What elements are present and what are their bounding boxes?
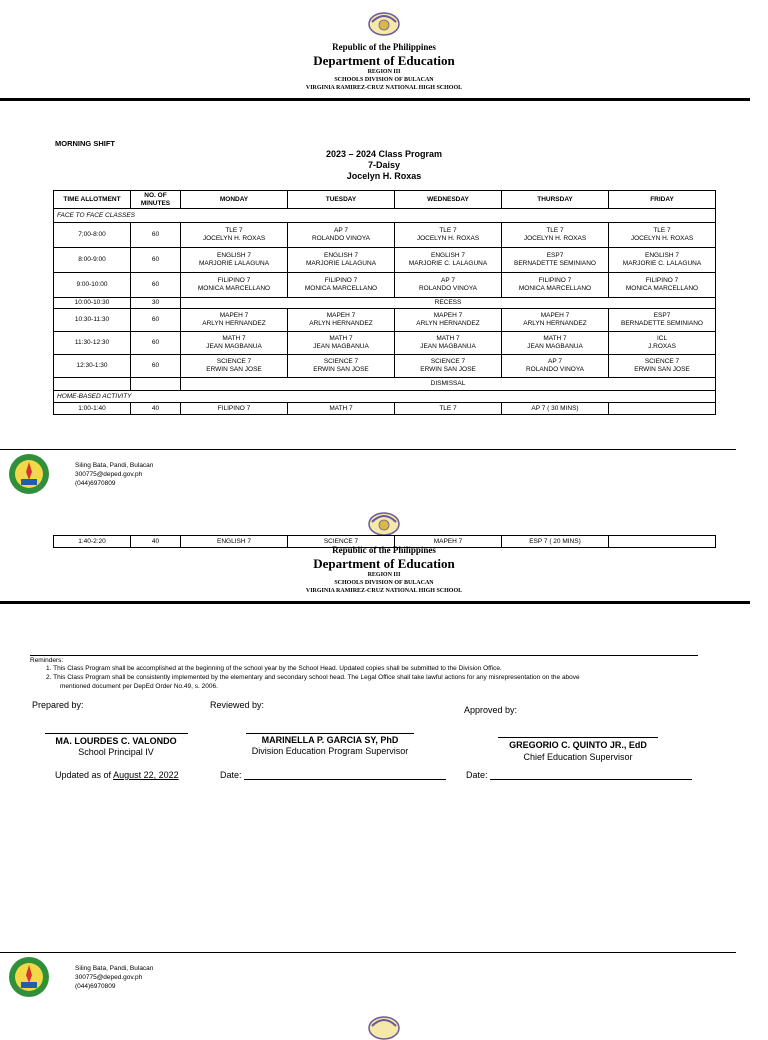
home-cell: FILIPINO 7	[181, 403, 288, 415]
home-label-row	[54, 391, 716, 403]
subject-cell	[181, 309, 288, 332]
subject-cell	[502, 223, 609, 248]
subject-cell	[395, 273, 502, 298]
subject-cell	[502, 273, 609, 298]
subject-cell	[181, 332, 288, 355]
home-cell: AP 7 ( 30 MINS)	[502, 403, 609, 415]
teacher-name: MARJORIE C. LALAGUNA	[408, 260, 488, 267]
header-division: SCHOOLS DIVISION OF BULACAN	[334, 580, 434, 586]
updated-prefix: Updated as of	[55, 770, 112, 780]
teacher-name: JOCELYN H. ROXAS	[202, 235, 266, 242]
date-line	[244, 779, 446, 780]
minutes-cell	[131, 248, 181, 273]
dismissal-blank	[54, 378, 131, 391]
subject-name: AP 7	[334, 227, 348, 234]
subject-cell	[502, 248, 609, 273]
teacher-name: JEAN MAGBANUA	[420, 343, 476, 350]
subject-name: MATH 7	[329, 335, 353, 342]
schedule-table	[53, 190, 716, 415]
subject-cell	[288, 332, 395, 355]
teacher-name: BERNADETTE SEMINIANO	[621, 320, 703, 327]
recess-row	[54, 298, 716, 309]
minutes-cell	[131, 309, 181, 332]
deped-seal-icon	[367, 1012, 401, 1040]
schedule-rows-a	[54, 223, 716, 298]
table-row	[54, 273, 716, 298]
subject-name: SCIENCE 7	[644, 358, 680, 365]
subject-name: SCIENCE 7	[216, 358, 252, 365]
teacher-name: MARJORIE C. LALAGUNA	[622, 260, 702, 267]
signature-line	[498, 737, 658, 738]
time-cell	[54, 332, 131, 355]
dismissal-blank-2	[131, 378, 181, 391]
teacher-name: ROLANDO VINOYA	[418, 285, 478, 292]
minutes-cell	[131, 273, 181, 298]
subject-name: ENGLISH 7	[645, 252, 679, 259]
subject-cell	[288, 248, 395, 273]
subject-name: TLE 7	[653, 227, 671, 234]
school-logo-icon	[8, 956, 50, 998]
home-minutes: 40	[131, 403, 181, 415]
time-cell-text: 10:30-11:30	[74, 316, 110, 323]
reviewed-title: Division Education Program Supervisor	[251, 746, 409, 756]
program-title: 2023 – 2024 Class Program	[325, 149, 443, 159]
header-department: Department of Education	[313, 556, 455, 571]
teacher-name: BERNADETTE SEMINIANO	[514, 260, 596, 267]
table-row	[54, 248, 716, 273]
prepared-name: MA. LOURDES C. VALONDO	[55, 736, 177, 746]
teacher-name: MONICA MARCELLANO	[625, 285, 699, 292]
home-cell: MATH 7	[288, 403, 395, 415]
teacher-name: ARLYN HERNANDEZ	[309, 320, 373, 327]
header-divider	[0, 98, 750, 101]
reminders-divider	[30, 655, 698, 656]
subject-name: ENGLISH 7	[431, 252, 465, 259]
reminder-item: 1. This Class Program shall be accomplished at the beginning of the school year by the School Head. Updated copies shall be submitted to the Division Office.	[46, 665, 502, 672]
home-cell: ESP 7 ( 20 MINS)	[502, 536, 609, 548]
teacher-name: MONICA MARCELLANO	[518, 285, 592, 292]
subject-cell	[609, 248, 716, 273]
subject-cell	[609, 355, 716, 378]
header-school: VIRGINIA RAMIREZ-CRUZ NATIONAL HIGH SCHOOL	[305, 588, 463, 594]
teacher-name: ERWIN SAN JOSE	[420, 366, 476, 373]
minutes-cell-text: 60	[151, 316, 160, 323]
footer-address: Siling Bata, Pandi, Bulacan	[75, 462, 154, 469]
subject-cell	[609, 223, 716, 248]
recess-time: 10:00-10:30	[54, 298, 131, 309]
col-minutes: NO. OF MINUTES	[131, 191, 181, 209]
dismissal-label: DISMISSAL	[181, 378, 716, 391]
header-divider	[0, 601, 750, 604]
teacher-name: MONICA MARCELLANO	[197, 285, 271, 292]
time-cell-text: 8:00-9:00	[78, 256, 106, 263]
subject-name: MAPEH 7	[219, 312, 249, 319]
subject-cell	[395, 309, 502, 332]
approved-name: GREGORIO C. QUINTO JR., EdD	[509, 740, 647, 750]
footer-phone: (044)6970809	[75, 983, 116, 990]
footer-email: 300775@deped.gov.ph	[75, 974, 143, 981]
home-minutes: 40	[131, 536, 181, 548]
col-wednesday: WEDNESDAY	[395, 191, 502, 209]
footer-divider	[0, 449, 736, 450]
teacher-name: JEAN MAGBANUA	[313, 343, 369, 350]
subject-name: MATH 7	[222, 335, 246, 342]
table-row	[54, 309, 716, 332]
subject-cell	[609, 309, 716, 332]
col-time: TIME ALLOTMENT	[54, 191, 131, 209]
deped-seal-icon	[367, 8, 401, 36]
school-logo-icon	[8, 453, 50, 495]
date-line	[490, 779, 692, 780]
program-adviser: Jocelyn H. Roxas	[346, 171, 422, 181]
updated-as-of	[55, 770, 179, 780]
subject-name: TLE 7	[439, 227, 457, 234]
subject-cell	[502, 355, 609, 378]
teacher-name: JOCELYN H. ROXAS	[523, 235, 587, 242]
col-tuesday: TUESDAY	[288, 191, 395, 209]
home-cell: ENGLISH 7	[181, 536, 288, 548]
table-row	[54, 355, 716, 378]
subject-cell	[288, 273, 395, 298]
home-cell: MAPEH 7	[395, 536, 502, 548]
table-row	[54, 223, 716, 248]
home-cell	[609, 403, 716, 415]
header-republic: Republic of the Philippines	[332, 545, 436, 555]
teacher-name: JOCELYN H. ROXAS	[630, 235, 694, 242]
date-label-reviewed: Date:	[220, 770, 242, 780]
table-header-row	[54, 191, 716, 209]
f2f-label: FACE TO FACE CLASSES	[54, 209, 716, 223]
reminders-label: Reminders:	[30, 657, 64, 664]
time-cell	[54, 223, 131, 248]
home-cell: TLE 7	[395, 403, 502, 415]
col-monday: MONDAY	[181, 191, 288, 209]
time-cell-text: 11:30-12:30	[74, 339, 110, 346]
dismissal-row	[54, 378, 716, 391]
subject-name: FILIPINO 7	[324, 277, 358, 284]
footer-address: Siling Bata, Pandi, Bulacan	[75, 965, 154, 972]
header-region: REGION III	[367, 69, 401, 75]
header-department: Department of Education	[313, 53, 455, 68]
subject-cell	[181, 223, 288, 248]
subject-cell	[609, 332, 716, 355]
home-row	[54, 403, 716, 415]
subject-cell	[181, 248, 288, 273]
teacher-name: ARLYN HERNANDEZ	[202, 320, 266, 327]
subject-name: ICL	[656, 335, 668, 342]
f2f-label-row	[54, 209, 716, 223]
minutes-cell-text: 60	[151, 362, 160, 369]
time-cell-text: 12:30-1:30	[76, 362, 108, 369]
reminder-item: 2. This Class Program shall be consistently implemented by the elementary and secondary school head. The Legal Office shall take lawful actions for any misrepresentation on the above	[46, 674, 580, 681]
minutes-cell-text: 60	[151, 339, 160, 346]
header-school: VIRGINIA RAMIREZ-CRUZ NATIONAL HIGH SCHOOL	[305, 85, 463, 91]
program-section: 7-Daisy	[367, 160, 401, 170]
home-label: HOME-BASED ACTIVITY	[54, 391, 716, 403]
subject-name: ENGLISH 7	[217, 252, 251, 259]
subject-name: TLE 7	[546, 227, 564, 234]
header-region: REGION III	[367, 572, 401, 578]
subject-name: MAPEH 7	[540, 312, 570, 319]
subject-cell	[288, 309, 395, 332]
minutes-cell	[131, 355, 181, 378]
subject-cell	[609, 273, 716, 298]
header-republic: Republic of the Philippines	[332, 42, 436, 52]
footer-email: 300775@deped.gov.ph	[75, 471, 143, 478]
subject-cell	[395, 332, 502, 355]
subject-name: FILIPINO 7	[538, 277, 572, 284]
subject-name: FILIPINO 7	[217, 277, 251, 284]
home-time: 1:00-1:40	[54, 403, 131, 415]
subject-name: AP 7	[441, 277, 455, 284]
subject-name: ESP7	[546, 252, 564, 259]
prepared-label: Prepared by:	[32, 700, 84, 710]
approved-label: Approved by:	[464, 705, 518, 715]
col-thursday: THURSDAY	[502, 191, 609, 209]
teacher-name: ARLYN HERNANDEZ	[523, 320, 587, 327]
teacher-name: MARJORIE LALAGUNA	[305, 260, 377, 267]
signature-line	[45, 733, 188, 734]
time-cell	[54, 273, 131, 298]
subject-name: SCIENCE 7	[323, 358, 359, 365]
approved-title: Chief Education Supervisor	[523, 752, 633, 762]
teacher-name: MONICA MARCELLANO	[304, 285, 378, 292]
prepared-title: School Principal IV	[78, 747, 154, 757]
subject-name: AP 7	[548, 358, 562, 365]
shift-label: MORNING SHIFT	[55, 139, 115, 148]
time-cell-text: 9:00-10:00	[76, 281, 108, 288]
time-cell	[54, 309, 131, 332]
subject-cell	[288, 223, 395, 248]
reviewed-name: MARINELLA P. GARCIA SY, PhD	[261, 735, 399, 745]
recess-minutes: 30	[131, 298, 181, 309]
subject-name: SCIENCE 7	[430, 358, 466, 365]
teacher-name: ERWIN SAN JOSE	[206, 366, 262, 373]
minutes-cell	[131, 223, 181, 248]
teacher-name: ARLYN HERNANDEZ	[416, 320, 480, 327]
home-time: 1:40-2:20	[54, 536, 131, 548]
subject-name: ENGLISH 7	[324, 252, 358, 259]
subject-cell	[181, 355, 288, 378]
teacher-name: ROLANDO VINOYA	[311, 235, 371, 242]
minutes-cell	[131, 332, 181, 355]
table-row	[54, 332, 716, 355]
subject-name: FILIPINO 7	[645, 277, 679, 284]
minutes-cell-text: 60	[151, 256, 160, 263]
subject-cell	[288, 355, 395, 378]
teacher-name: JEAN MAGBANUA	[527, 343, 583, 350]
recess-label: RECESS	[181, 298, 716, 309]
teacher-name: J.ROXAS	[648, 343, 676, 350]
footer-divider	[0, 952, 736, 953]
teacher-name: ROLANDO VINOYA	[525, 366, 585, 373]
time-cell	[54, 248, 131, 273]
subject-name: MAPEH 7	[433, 312, 463, 319]
subject-cell	[395, 223, 502, 248]
time-cell	[54, 355, 131, 378]
teacher-name: ERWIN SAN JOSE	[313, 366, 369, 373]
time-cell-text: 7;00-8:00	[78, 231, 106, 238]
schedule-rows-b	[54, 309, 716, 378]
footer-phone: (044)6970809	[75, 480, 116, 487]
subject-name: MAPEH 7	[326, 312, 356, 319]
col-friday: FRIDAY	[609, 191, 716, 209]
teacher-name: MARJORIE LALAGUNA	[198, 260, 270, 267]
subject-name: ESP7	[653, 312, 671, 319]
subject-cell	[502, 332, 609, 355]
minutes-cell-text: 60	[151, 231, 160, 238]
teacher-name: JEAN MAGBANUA	[206, 343, 262, 350]
reminder-item: mentioned document per DepEd Order No.49, s. 2006.	[60, 683, 218, 690]
reviewed-label: Reviewed by:	[210, 700, 265, 710]
teacher-name: ERWIN SAN JOSE	[634, 366, 690, 373]
subject-name: TLE 7	[225, 227, 243, 234]
header-division: SCHOOLS DIVISION OF BULACAN	[334, 77, 434, 83]
signature-line	[246, 733, 414, 734]
subject-cell	[181, 273, 288, 298]
subject-name: MATH 7	[543, 335, 567, 342]
subject-cell	[395, 248, 502, 273]
subject-name: MATH 7	[436, 335, 460, 342]
teacher-name: JOCELYN H. ROXAS	[416, 235, 480, 242]
updated-date: August 22, 2022	[113, 770, 179, 780]
date-label-approved: Date:	[466, 770, 488, 780]
minutes-cell-text: 60	[151, 281, 160, 288]
deped-seal-icon	[367, 508, 401, 536]
subject-cell	[502, 309, 609, 332]
home-cell: SCIENCE 7	[288, 536, 395, 548]
subject-cell	[395, 355, 502, 378]
